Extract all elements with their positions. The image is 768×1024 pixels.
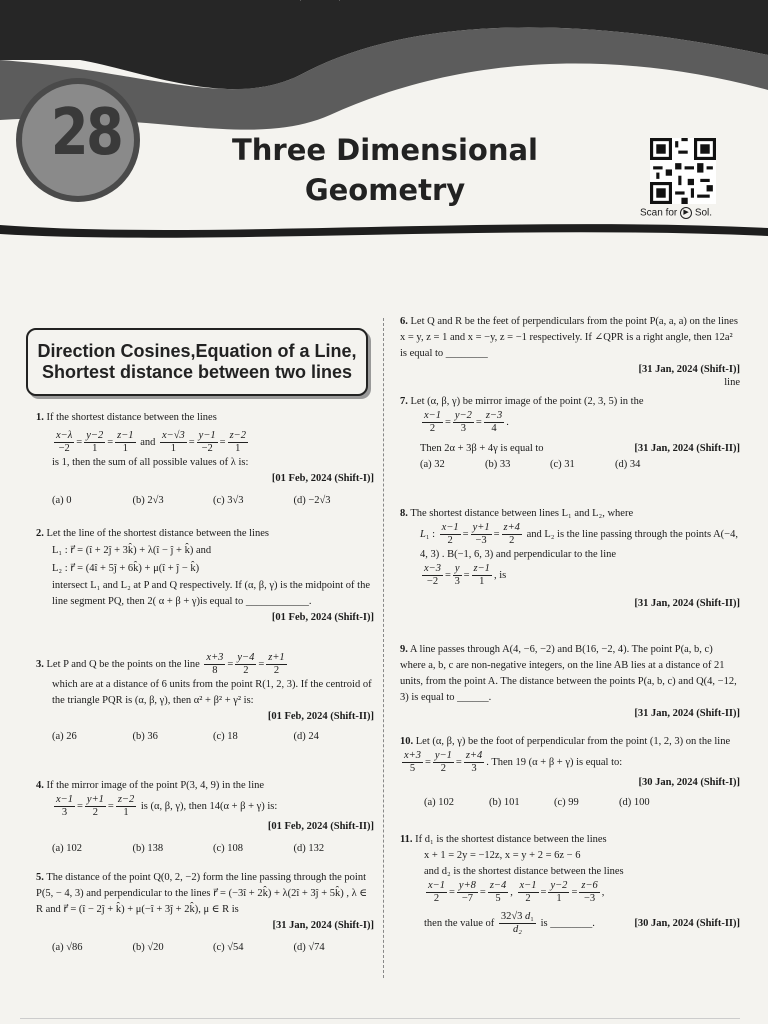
chapter-title-line1: Three Dimensional: [232, 133, 538, 167]
chapter-header: [0, 0, 768, 240]
question-6: 6. Let Q and R be the feet of perpendiculars from the point P(a, a, a) on the lines x = y, z = 1 and x = −y, z = −1 respectively. If ∠QPR is a right angle, then 12a² is equal to ________ [31 Jan, 2024 (Shift-I)] line: [400, 316, 740, 388]
play-icon: ▶: [680, 207, 692, 219]
question-4-options: (a) 102 (b) 138 (c) 108 (d) 132: [52, 843, 325, 854]
section-heading-box: [26, 328, 368, 396]
question-9: 9. A line passes through A(4, −6, −2) and B(16, −2, 4). The point P(a, b, c) where a, b, c are non-negative integers, on the line AB lies at a distance of 21 units, from the point A. The distance between the points P(a, b, c) and Q(4, −12, 3) is equal to ______. [31 Jan, 2024 (Shift-II)]: [400, 644, 740, 719]
question-10-options: (a) 102 (b) 101 (c) 99 (d) 100: [424, 797, 650, 808]
column-divider: [383, 318, 384, 978]
section-heading: Direction Cosines,Equation of a Line, Shortest distance between two lines: [37, 341, 357, 382]
chapter-title: [200, 130, 570, 210]
chapter-title-line2: Geometry: [304, 173, 466, 207]
qr-code-icon[interactable]: [650, 138, 716, 204]
question-10: 10. Let (α, β, γ) be the foot of perpendicular from the point (1, 2, 3) on the line $\frac{x+3}{5}$ = $\frac{y-1}{2}$ = $\frac{z+4}{3}$ . Then 19 (α + β + γ) is equal to: [30 Jan, 2024 (Shift-I)] (a) 102 (b) 101 (c) 99 (d) 100: [400, 734, 740, 811]
question-1: 1. If the shortest distance between the lines $\frac{x-\lambda}{-2}$ = $\frac{y-2}{1}$ = $\frac{z-1}{1}$ and $\frac{x-√3}{1}$ = $\frac{y-1}{-2}$ = $\frac{z-2}{1}$ is 1, then the sum of all possible values of λ is: [01 Feb, 2024 (Shift-I)] (a) 0 (b) 2√3 (c) 3√3 (d) −2√3: [36, 410, 374, 509]
question-7-options: (a) 32 (b) 33 (c) 31 (d) 34: [420, 459, 641, 470]
question-5-options: (a) √86 (b) √20 (c) √54 (d) √74: [52, 942, 325, 953]
question-3: 3. Let P and Q be the points on the line $\frac{x+3}{8}$ = $\frac{y-4}{2}$ = $\frac{z+1}{2}$ which are at a distance of 6 units from the point R(1, 2, 3). If the centroid of the triangle PQR is (α, β, γ), then α² + β² + γ² is: [01 Feb, 2024 (Shift-II)] (a) 26 (b) 36 (c) 18 (d) 24: [36, 652, 374, 745]
scan-for-solution-label: Scan for ▶ Sol.: [640, 207, 713, 219]
question-4: 4. If the mirror image of the point P(3, 4, 9) in the line $\frac{x-1}{3}$ = $\frac{y+1}{2}$ = $\frac{z-2}{1}$ is (α, β, γ), then 14(α + β + γ) is: [01 Feb, 2024 (Shift-II)] (a) 102 (b) 138 (c) 108 (d) 132: [36, 778, 374, 857]
question-3-options: (a) 26 (b) 36 (c) 18 (d) 24: [52, 731, 319, 742]
question-1-equation: $\frac{x-\lambda}{-2}$ = $\frac{y-2}{1}$ = $\frac{z-1}{1}$ and $\frac{x-√3}{1}$ = $\frac{y-1}{-2}$ = $\frac{z-2}{1}$: [56, 430, 247, 454]
chapter-number: 28: [50, 96, 122, 170]
page-bottom-rule: [20, 1018, 740, 1019]
question-7: 7. Let (α, β, γ) be mirror image of the point (2, 3, 5) in the $\frac{x-1}{2}$ = $\frac{y-2}{3}$ = $\frac{z-3}{4}$ . Then 2α + 3β + 4γ is equal to [31 Jan, 2024 (Shift-II)] (a) 32 (b) 33 (c) 31 (d) 34: [400, 394, 740, 473]
question-8: 8. The shortest distance between lines L₁ and L₂, where L₁ : $\frac{x-1}{2}$ = $\frac{y+1}{-3}$ = $\frac{z+4}{2}$ and L₂ is the line passing through the points A(−4, 4, 3) . B(−1, 6, 3) and perpendicular to the line $\frac{x-3}{-2}$ = $\frac{y}{3}$ = $\frac{z-1}{1}$ , is [31 Jan, 2024 (Shift-II)]: [400, 508, 740, 609]
question-1-options: (a) 0 (b) 2√3 (c) 3√3 (d) −2√3: [52, 495, 331, 506]
question-5: 5. The distance of the point Q(0, 2, −2) form the line passing through the point P(5, − 4, 3) and perpendicular to the lines r⃗ = (−3î + 2k̂) + λ(2î + 3ĵ + 5k̂) , λ ∈ R and r⃗ = (î − 2ĵ + k̂) + μ(−î + 3ĵ + 2k̂), μ ∈ R is [31 Jan, 2024 (Shift-I)] (a) √86 (b) √20 (c) √54 (d) √74: [36, 870, 374, 956]
question-11: 11. If d₁ is the shortest distance between the lines x + 1 = 2y = −12z, x = y + 2 = 6z − 6 and d₂ is the shortest distance between the lines $\frac{x-1}{2}$ = $\frac{y+8}{-7}$ = $\frac{z-4}{5}$ , $\frac{x-1}{2}$ = $\frac{y-2}{1}$ = $\frac{z-6}{-3}$ , then the value of $\frac{\text{32√3 d₁}}{\text{d₂}}$ is ________. [30 Jan, 2024 (Shift-II)]: [400, 834, 740, 935]
question-2: 2. Let the line of the shortest distance between the lines L₁ : r⃗ = (î + 2ĵ + 3k̂) + λ(î − ĵ + k̂) and L₂ : r⃗ = (4î + 5ĵ + 6k̂) + μ(î + ĵ − k̂) intersect L₁ and L₂ at P and Q respectively. If (α, β, γ) is the midpoint of the line segment PQ, then 2( α + β + γ)is equal to ____________. [01 Feb, 2024 (Shift-I)]: [36, 528, 374, 623]
